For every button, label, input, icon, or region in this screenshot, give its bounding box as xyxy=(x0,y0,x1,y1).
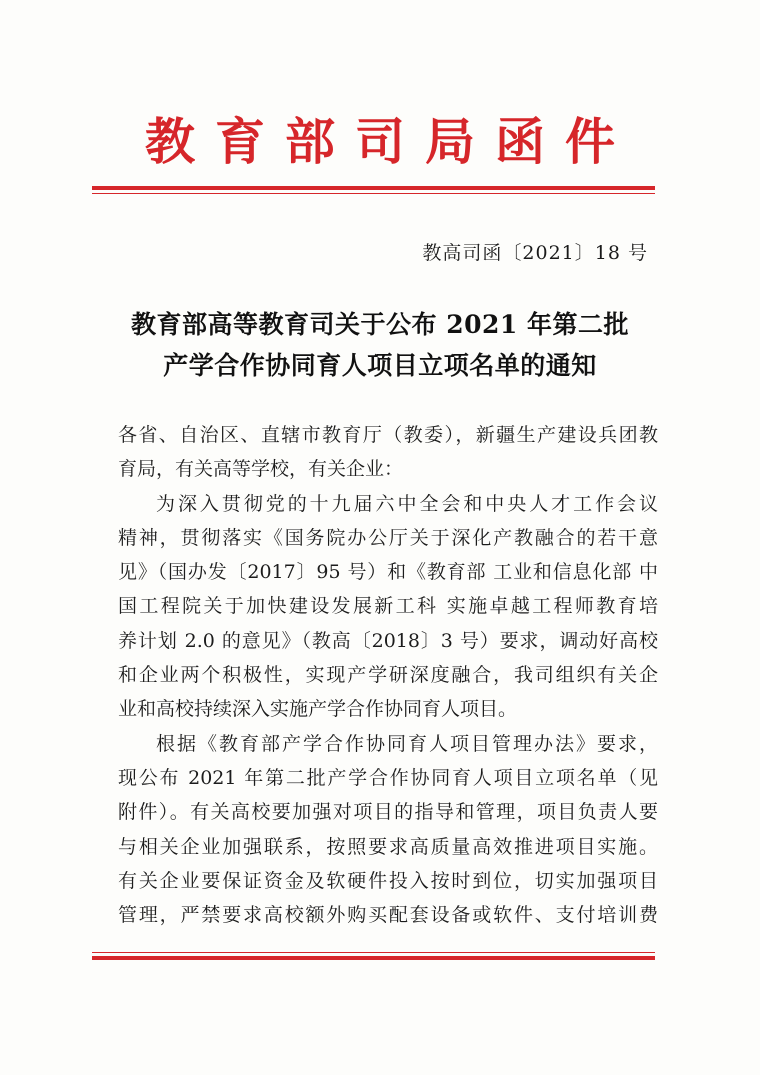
document-title-line-2: 产学合作协同育人项目立项名单的通知 xyxy=(163,351,597,380)
paragraph-1-line: 养计划 2.0 的意见》（教高〔2018〕3 号）要求，调动好高校 xyxy=(118,629,658,652)
document-number: 教高司函〔2021〕18 号 xyxy=(422,242,648,264)
paragraph-1-line: 为深入贯彻党的十九届六中全会和中央人才工作会议 xyxy=(156,492,658,515)
paragraph-1-line: 业和高校持续深入实施产学合作协同育人项目。 xyxy=(118,698,518,721)
masthead-rule-thin xyxy=(92,193,655,194)
paragraph-2-line: 附件）。有关高校要加强对项目的指导和管理，项目负责人要 xyxy=(118,801,658,824)
document-title-line-1: 教育部高等教育司关于公布 2021 年第二批 xyxy=(131,310,629,339)
footer-rule-thick xyxy=(92,956,655,960)
addressee-line: 各省、自治区、直辖市教育厅（教委），新疆生产建设兵团教 xyxy=(118,424,658,446)
paragraph-1-line: 精神，贯彻落实《国务院办公厅关于深化产教融合的若干意 xyxy=(118,526,658,549)
paragraph-2-line: 有关企业要保证资金及软硬件投入按时到位，切实加强项目 xyxy=(118,869,658,892)
paragraph-1-line: 见》（国办发〔2017〕95 号）和《教育部 工业和信息化部 中 xyxy=(118,561,658,584)
paragraph-1-line: 国工程院关于加快建设发展新工科 实施卓越工程师教育培 xyxy=(118,595,658,618)
paragraph-1-line: 和企业两个积极性，实现产学研深度融合，我司组织有关企 xyxy=(118,664,658,687)
paragraph-2-line: 管理，严禁要求高校额外购买配套设备或软件、支付培训费 xyxy=(118,904,658,927)
paragraph-2-line: 现公布 2021 年第二批产学合作协同育人项目立项名单（见 xyxy=(118,766,658,789)
paragraph-2-line: 根据《教育部产学合作协同育人项目管理办法》要求， xyxy=(156,732,658,755)
masthead-rule-thick xyxy=(92,186,655,190)
masthead-title: 教育部司局函件 xyxy=(145,112,635,171)
addressee-line: 育局，有关高等学校，有关企业： xyxy=(118,458,404,481)
footer-rule-thin xyxy=(92,952,655,953)
document-body xyxy=(118,418,658,932)
paragraph-2-line: 与相关企业加强联系，按照要求高质量高效推进项目实施。 xyxy=(118,835,658,858)
